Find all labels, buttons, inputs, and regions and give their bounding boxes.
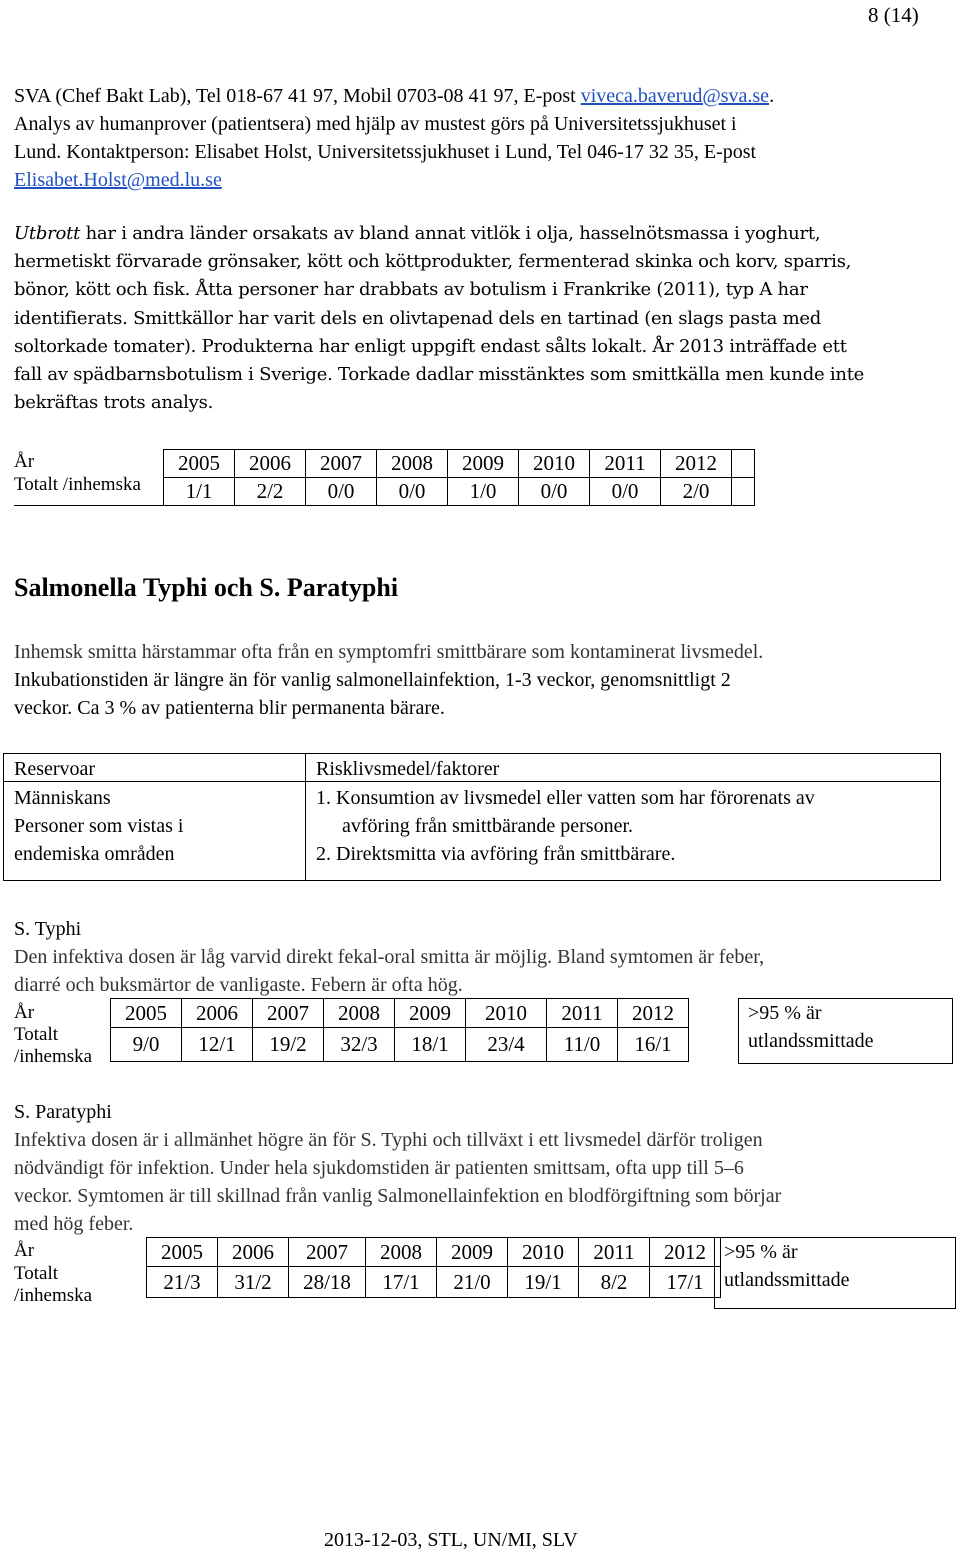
section-heading-typhi: Salmonella Typhi och S. Paratyphi — [14, 573, 399, 602]
botulism-row-label-total: Totalt /inhemska — [14, 474, 141, 495]
year-cell: 2007 — [306, 450, 377, 478]
paratyphi-table — [146, 1237, 721, 1298]
paratyphi-row-label-year: År — [14, 1240, 35, 1261]
value-cell: 1/1 — [164, 478, 235, 506]
value-cell: 19/1 — [508, 1267, 579, 1298]
value-cell: 0/0 — [519, 478, 590, 506]
botulism-table-bottom-rule — [14, 505, 164, 506]
value-cell: 0/0 — [590, 478, 661, 506]
value-cell: 1/0 — [448, 478, 519, 506]
contact-line-1: SVA (Chef Bakt Lab), Tel 018-67 41 97, Mobil 0703-08 41 97, E-post — [14, 85, 581, 107]
value-cell: 19/2 — [253, 1028, 324, 1062]
year-cell: 2010 — [508, 1238, 579, 1267]
value-cell: 21/0 — [437, 1267, 508, 1298]
typhi-row-label-total-2: /inhemska — [14, 1046, 93, 1067]
paratyphi-note: >95 % är utlandssmittade — [724, 1241, 850, 1291]
value-cell: 16/1 — [618, 1028, 689, 1062]
value-cell: 11/0 — [547, 1028, 618, 1062]
year-cell: 2008 — [324, 999, 395, 1028]
paratyphi-row-label-total-2: /inhemska — [14, 1285, 93, 1306]
year-cell: 2011 — [547, 999, 618, 1028]
year-cell: 2010 — [466, 999, 547, 1028]
typhi-note: >95 % är utlandssmittade — [748, 1002, 874, 1052]
year-cell: 2012 — [618, 999, 689, 1028]
typhi-intro: Inhemsk smitta härstammar ofta från en symptomfri smittbärare som kontaminerat livsmedel. Inkubationstiden är längre än för vanlig salmonellainfektion, 1-3 veckor, genomsnittligt 2 veckor. Ca 3 % av patienterna blir permanenta bärare. — [14, 641, 764, 719]
value-cell: 18/1 — [395, 1028, 466, 1062]
year-cell: 2008 — [377, 450, 448, 478]
reservoir-list: Människans Personer som vistas i endemiska områden — [14, 787, 184, 865]
contact-paragraph: SVA (Chef Bakt Lab), Tel 018-67 41 97, Mobil 0703-08 41 97, E-post viveca.baverud@sva.se. Analys av humanprover (patientsera) med hjälp av mustest görs på Universitetssjukhuset i Lund. Kontaktperson: Elisabet Holst, Universitetssjukhuset i Lund, Tel 046-17 32 35, E-post Elisabet.Holst@med.lu.se — [14, 82, 949, 194]
value-cell: 2/0 — [661, 478, 732, 506]
year-cell: 2005 — [147, 1238, 218, 1267]
botulism-table — [163, 449, 755, 506]
value-cell: 8/2 — [579, 1267, 650, 1298]
year-cell: 2007 — [253, 999, 324, 1028]
reservoir-header: Reservoar — [14, 758, 96, 780]
contact-line-2: Analys av humanprover (patientsera) med hjälp av mustest görs på Universitetssjukhuset i — [14, 113, 737, 135]
email-link-viveca[interactable]: viveca.baverud@sva.se — [580, 85, 770, 107]
reservoir-divider — [305, 753, 306, 881]
s-paratyphi-section: S. Paratyphi Infektiva dosen är i allmänhet högre än för S. Typhi och tillväxt i ett livsmedel därför troligen nödvändigt för infektion. Under hela sjukdomstiden är patienten smittsam, ofta upp till 5–6 veckor. Symtomen är till skillnad från vanlig Salmonellainfektion en blodförgiftning som börjar med hög feber. — [14, 1098, 954, 1238]
value-cell: 12/1 — [182, 1028, 253, 1062]
year-cell: 2005 — [164, 450, 235, 478]
typhi-row-label-total: Totalt — [14, 1024, 59, 1045]
year-cell: 2012 — [661, 450, 732, 478]
page-number: 8 (14) — [868, 3, 919, 27]
year-cell: 2009 — [448, 450, 519, 478]
year-cell: 2011 — [579, 1238, 650, 1267]
year-cell: 2007 — [289, 1238, 366, 1267]
year-cell: 2006 — [218, 1238, 289, 1267]
risk-list: 1. Konsumtion av livsmedel eller vatten som har förorenats av avföring från smittbärande personer. 2. Direktsmitta via avföring från smittbärare. — [316, 787, 815, 865]
value-cell: 17/1 — [650, 1267, 721, 1298]
botulism-row-label-year: År — [14, 451, 35, 472]
value-cell: 17/1 — [366, 1267, 437, 1298]
value-cell: 21/3 — [147, 1267, 218, 1298]
email-link-elisabet[interactable]: Elisabet.Holst@med.lu.se — [14, 169, 222, 191]
value-cell: 28/18 — [289, 1267, 366, 1298]
value-cell: 0/0 — [377, 478, 448, 506]
risk-header: Risklivsmedel/faktorer — [316, 758, 500, 780]
value-cell: 2/2 — [235, 478, 306, 506]
year-cell: 2005 — [111, 999, 182, 1028]
year-cell: 2006 — [235, 450, 306, 478]
year-cell: 2009 — [395, 999, 466, 1028]
year-cell: 2006 — [182, 999, 253, 1028]
year-cell: 2012 — [650, 1238, 721, 1267]
outbreak-lead: Utbrott — [14, 223, 81, 244]
value-cell: 9/0 — [111, 1028, 182, 1062]
year-cell: 2008 — [366, 1238, 437, 1267]
s-typhi-section: S. Typhi Den infektiva dosen är låg varvid direkt fekal-oral smitta är möjlig. Bland symtomen är feber, diarré och buksmärtor de vanligaste. Febern är ofta hög. — [14, 915, 954, 999]
paratyphi-row-label-total: Totalt — [14, 1263, 59, 1284]
typhi-row-label-year: År — [14, 1002, 35, 1023]
value-cell: 32/3 — [324, 1028, 395, 1062]
contact-line-3: Lund. Kontaktperson: Elisabet Holst, Universitetssjukhuset i Lund, Tel 046-17 32 35, E-post — [14, 141, 757, 163]
s-paratyphi-title: S. Paratyphi — [14, 1101, 112, 1123]
year-cell: 2011 — [590, 450, 661, 478]
value-cell: 23/4 — [466, 1028, 547, 1062]
s-typhi-title: S. Typhi — [14, 918, 82, 940]
value-cell: 0/0 — [306, 478, 377, 506]
typhi-table — [110, 998, 740, 1062]
outbreak-paragraph: Utbrott har i andra länder orsakats av bland annat vitlök i olja, hasselnötsmassa i yoghurt, hermetiskt förvarade grönsaker, kött och köttprodukter, fermenterad skinka och korv, sparris, bönor, kött och fisk. Åtta personer har drabbats av botulism i Frankrike (2011), typ A har identifierats. Smittkällor har varit dels en olivtapenad dels en tartinad (en slags pasta med soltorkade tomater). Produkterna har enligt uppgift endast sålts lokalt. År 2013 inträffade ett fall av spädbarnsbotulism i Sverige. Torkade dadlar misstänktes som smittkälla men kunde inte bekräftas trots analys. — [14, 223, 865, 414]
year-cell: 2009 — [437, 1238, 508, 1267]
page-footer: 2013-12-03, STL, UN/MI, SLV — [324, 1529, 578, 1551]
year-cell: 2010 — [519, 450, 590, 478]
value-cell: 31/2 — [218, 1267, 289, 1298]
